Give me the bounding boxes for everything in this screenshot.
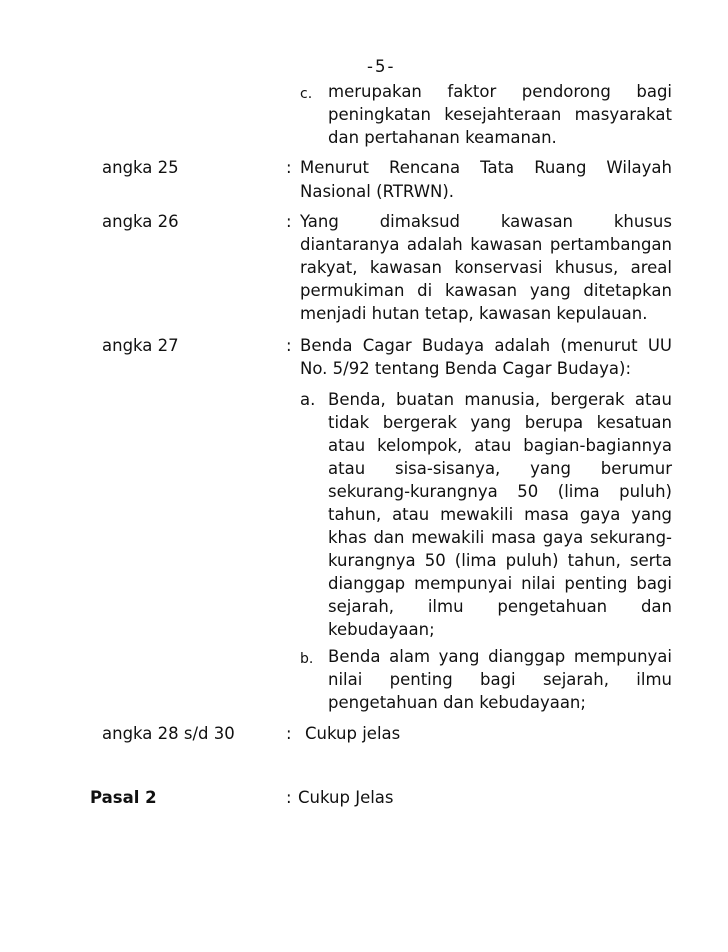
pasal-2-colon: :	[286, 788, 292, 807]
sub-item-line: kebudayaan;	[328, 620, 435, 639]
angka-28-30-label: angka 28 s/d 30	[102, 724, 235, 743]
sub-item-line: tidak bergerak yang berupa kesatuan	[328, 413, 672, 432]
item-line: rakyat, kawasan konservasi khusus, areal	[300, 258, 672, 277]
sub-item-line: dianggap mempunyai nilai penting bagi	[328, 574, 672, 593]
pasal-2-text: Cukup Jelas	[298, 788, 394, 807]
item-line: Menurut Rencana Tata Ruang Wilayah	[300, 158, 672, 177]
sub-item-line: atau kelompok, atau bagian-bagiannya	[328, 436, 672, 455]
item-label: angka 27	[102, 336, 179, 355]
item-label: angka 26	[102, 212, 179, 231]
item-colon: :	[286, 336, 292, 355]
item-line: No. 5/92 tentang Benda Cagar Budaya):	[300, 359, 632, 378]
intro-line: dan pertahanan keamanan.	[328, 128, 557, 147]
item-line: permukiman di kawasan yang ditetapkan	[300, 281, 672, 300]
sub-item-line: kurangnya 50 (lima puluh) tahun, serta	[328, 551, 672, 570]
sub-item-line: atau sisa-sisanya, yang berumur	[328, 459, 672, 478]
sub-item-line: Benda, buatan manusia, bergerak atau	[328, 390, 672, 409]
item-line: menjadi hutan tetap, kawasan kepulauan.	[300, 304, 648, 323]
item-colon: :	[286, 158, 292, 177]
sub-item-line: tahun, atau mewakili masa gaya yang	[328, 505, 672, 524]
sub-item-line: sekurang-kurangnya 50 (lima puluh)	[328, 482, 672, 501]
pasal-2-label: Pasal 2	[90, 788, 157, 807]
intro-line: merupakan faktor pendorong bagi	[328, 82, 672, 101]
item-line: Yang dimaksud kawasan khusus	[300, 212, 672, 231]
sub-item-line: khas dan mewakili masa gaya sekurang-	[328, 528, 672, 547]
sub-item-line: Benda alam yang dianggap mempunyai	[328, 647, 672, 666]
intro-line: peningkatan kesejahteraan masyarakat	[328, 105, 672, 124]
sub-item-line: sejarah, ilmu pengetahuan dan	[328, 597, 672, 616]
angka-28-30-colon: :	[286, 724, 292, 743]
intro-marker: c.	[300, 86, 313, 102]
sub-item-marker: b.	[300, 651, 314, 667]
angka-28-30-text: Cukup jelas	[305, 724, 401, 743]
sub-item-line: nilai penting bagi sejarah, ilmu	[328, 670, 672, 689]
item-label: angka 25	[102, 158, 179, 177]
item-line: diantaranya adalah kawasan pertambangan	[300, 235, 672, 254]
item-line: Nasional (RTRWN).	[300, 182, 455, 201]
sub-item-marker: a.	[300, 390, 316, 409]
item-colon: :	[286, 212, 292, 231]
item-line: Benda Cagar Budaya adalah (menurut UU	[300, 336, 672, 355]
page-number: -5-	[367, 57, 396, 76]
sub-item-line: pengetahuan dan kebudayaan;	[328, 693, 586, 712]
